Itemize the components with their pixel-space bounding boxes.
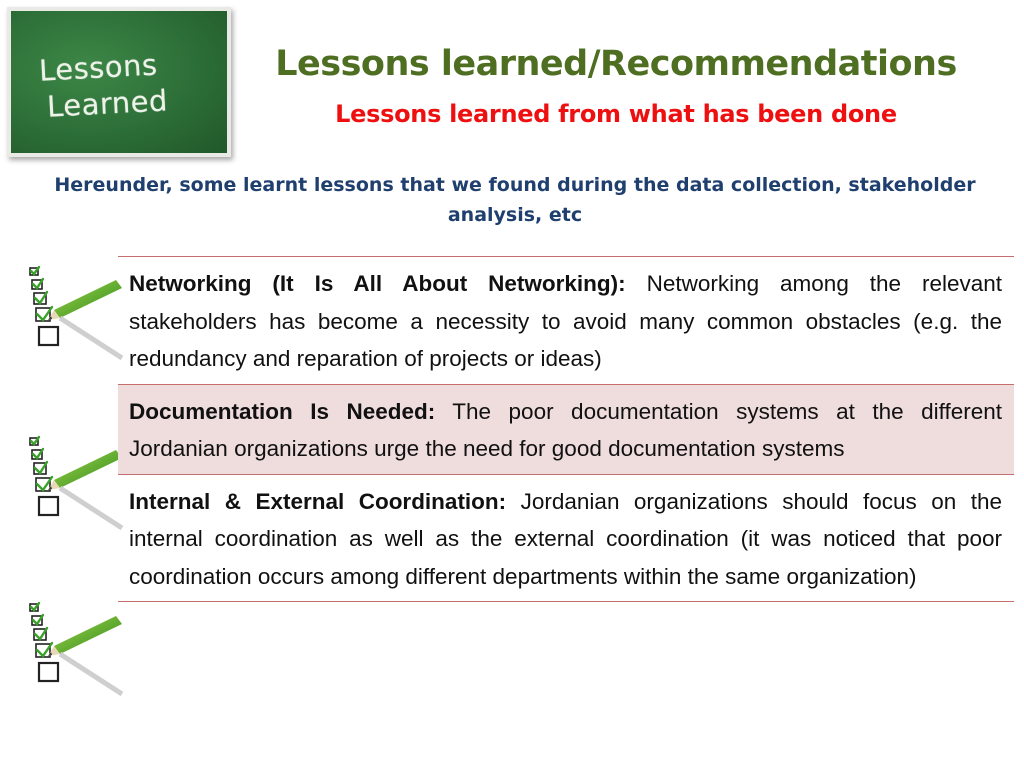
lessons-learned-chalkboard-logo — [7, 7, 231, 157]
page-subtitle: Lessons learned from what has been done — [335, 100, 897, 128]
lesson-body: Jordanian organizations should focus on the internal coordination as well as the external coordination (it was noticed that poor coordination occurs among different departments within the same organization) — [129, 488, 1002, 589]
intro-text: Hereunder, some learnt lessons that we found during the data collection, stakeholder analysis, etc — [54, 174, 976, 226]
lesson-body: Networking among the relevant stakeholders has become a necessity to avoid many common obstacles (e.g. the redundancy and reparation of projects or ideas) — [129, 271, 1002, 371]
lesson-heading: Documentation Is Needed: — [129, 398, 436, 424]
lessons-table — [118, 256, 1014, 602]
lesson-row-coordination — [118, 474, 1014, 603]
checklist-icon — [24, 432, 124, 532]
lesson-row-documentation — [118, 384, 1014, 474]
lesson-row-networking — [118, 256, 1014, 384]
lesson-body: The poor documentation systems at the different Jordanian organizations urge the need for good documentation systems — [129, 398, 1002, 461]
checklist-icon — [24, 598, 124, 698]
logo-text-line2: Learned — [46, 83, 169, 124]
page-title: Lessons learned/Recommendations — [275, 44, 957, 84]
logo-text-line1: Lessons — [38, 47, 159, 88]
lesson-heading: Networking (It Is All About Networking): — [129, 271, 626, 296]
checklist-icon — [24, 262, 124, 362]
lesson-heading: Internal & External Coordination: — [129, 488, 507, 514]
